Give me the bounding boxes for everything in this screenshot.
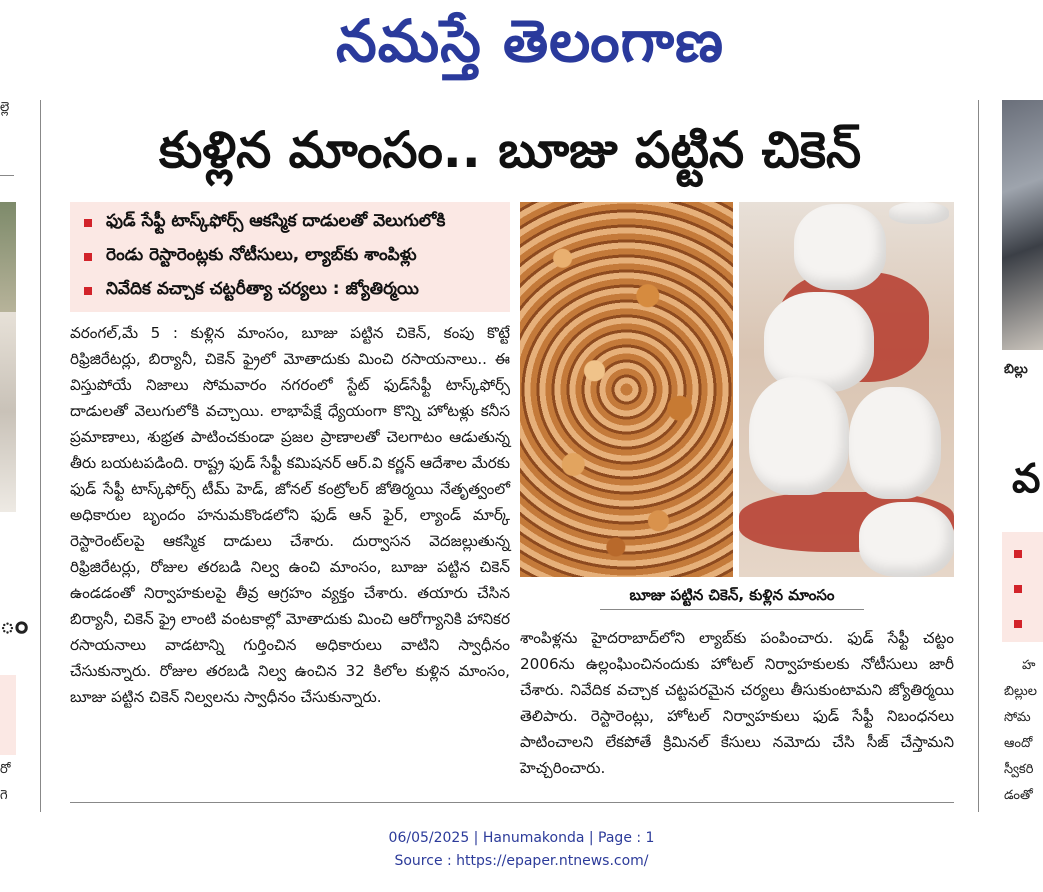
column-divider-left [40, 100, 41, 812]
article-body-right-column: శాంపిళ్లను హైదరాబాద్‌లోని ల్యాబ్‌కు పంపించారు. ఫుడ్ సేఫ్టీ చట్టం 2006ను ఉల్లంఘించినందుకు హోటల్ నిర్వాహకులకు నోటీసులు జారీ చేశారు. నివేదిక వచ్చాక చట్టపరమైన చర్యలు తీసుకుంటామని జ్యోతిర్మయి తెలిపారు. రెస్టారెంట్లు, హోటల్ నిర్వాహకులు ఫుడ్ సేఫ్టీ నిబంధనలు పాటించాలని లేకపోతే క్రిమినల్ కేసులు నమోదు చేసి సీజ్ చేస్తామని హెచ్చరించారు. [520, 629, 954, 777]
footer-date-edition: 06/05/2025 | Hanumakonda | Page : 1 [388, 830, 655, 846]
footer-source-link[interactable]: Source : https://epaper.ntnews.com/ [394, 853, 649, 869]
article-bottom-rule [70, 802, 954, 803]
right-fragment-text: హ [1022, 658, 1036, 673]
column-divider-right [978, 100, 979, 812]
right-adjacent-article [1000, 100, 1043, 820]
right-fragment-photo [1002, 100, 1043, 350]
article-body-left-column: వరంగల్,మే 5 : కుళ్లిన మాంసం, బూజు పట్టిన చికెన్, కంపు కొట్టే రిఫ్రిజిరేటర్లు, బిర్యానీ, చికెన్ ఫ్రైలో మోతాదుకు మించి రసాయనాలు.. ఈ విస్తుపోయే నిజాలు సోమవారం నగరంలో స్టేట్ ఫుడ్‌సేఫ్టీ టాస్క్‌ఫోర్స్ దాడులతో వెలుగులోకి వచ్చాయి. లాభాపేక్షే ధ్యేయంగా కొన్ని హోటళ్లు కనీస ప్రమాణాలు, శుభ్రత పాటించకుండా ప్రజల ప్రాణాలతో చెలగాటం ఆడుతున్న తీరు బయటపడింది. రాష్ట్ర ఫుడ్ సేఫ్టీ కమిషనర్ ఆర్.వి కర్ణన్ ఆదేశాల మేరకు ఫుడ్ సేఫ్టీ టాస్క్‌ఫోర్స్ టీమ్ హెడ్, జోనల్ కంట్రోలర్ జోతిర్మయి నేతృత్వంలో అధికారుల బృందం హనుమకొండలోని ఫుడ్ ఆన్ ఫైర్, ల్యాండ్ మార్క్ రెస్టారెంట్‌లపై ఆకస్మిక దాడులు చేశారు. దుర్వాసన వెదజల్లుతున్న రిఫ్రిజిరేటర్లు, రోజుల తరబడి నిల్వ ఉంచి మాంసం, బూజు పట్టిన చికెన్ ఉండడంతో నిర్వాహకులపై తీవ్ర ఆగ్రహం వ్యక్తం చేశారు. తయారు చేసిన బిర్యానీ, చికెన్ ఫ్రై లాంటి వంటకాల్లో మోతాదుకు మించి ఆరోగ్యానికి హానికర రసాయనాలు వాడటాన్ని గుర్తించిన అధికారులు వాటిని స్వాధీనం చేసుకున్నారు. రోజుల తరబడి నిల్వ ఉంచిన 32 కిలోల కుళ్లిన మాంసం, బూజు పట్టిన చికెన్ నిల్వలను స్వాధీనం చేసుకున్నారు. [70, 324, 510, 706]
highlight-text: నివేదిక వచ్చాక చట్టరీత్యా చర్యలు : జ్యోతిర్మయి [106, 279, 419, 299]
right-fragment-text: బిల్లుల [1004, 684, 1037, 699]
red-square-bullet-icon [1014, 550, 1022, 558]
right-fragment-text: ఆందో [1004, 736, 1033, 751]
left-fragment-pink-box [0, 675, 16, 755]
left-fragment-text-3: గె [0, 788, 8, 803]
red-square-bullet-icon [1014, 585, 1022, 593]
highlight-item [78, 240, 502, 274]
highlight-item [78, 274, 502, 308]
right-fragment-pink-box [1002, 532, 1043, 642]
red-square-bullet-icon [84, 287, 92, 295]
left-fragment-text-2: రో [0, 762, 11, 777]
photo-caption: బూజు పట్టిన చికెన్, కుళ్లిన మాంసం [600, 584, 864, 610]
left-fragment-text: ల్లె [0, 100, 10, 115]
photo-meat-bags-freezer [739, 202, 954, 577]
left-fragment-photo [0, 202, 16, 312]
red-square-bullet-icon [84, 219, 92, 227]
highlight-text: ఫుడ్ సేఫ్టీ టాస్క్‌ఫోర్స్ ఆకస్మిక దాడులతో వెలుగులోకి [106, 211, 446, 231]
right-fragment-caption: బిల్లు [1004, 362, 1028, 377]
left-adjacent-article [0, 90, 29, 810]
right-fragment-headline: వ [1012, 456, 1041, 502]
photo-fried-chicken [520, 202, 733, 577]
highlight-item [78, 206, 502, 240]
highlight-text: రెండు రెస్టారెంట్లకు నోటీసులు, ల్యాబ్‌కు శాంపిళ్లు [106, 245, 417, 265]
left-fragment-big: ం [0, 610, 29, 640]
left-fragment-photo-2 [0, 312, 16, 512]
red-square-bullet-icon [1014, 620, 1022, 628]
right-fragment-text: డంతో [1004, 788, 1033, 803]
article-highlights-box [70, 202, 510, 312]
article-headline: కుళ్లిన మాంసం.. బూజు పట్టిన చికెన్ [158, 121, 862, 179]
newspaper-masthead: నమస్తే తెలంగాణ [336, 7, 724, 75]
left-fragment-rule [0, 175, 14, 176]
right-fragment-text: సోమ [1004, 710, 1031, 725]
red-square-bullet-icon [84, 253, 92, 261]
right-fragment-text: స్వీకరి [1004, 762, 1034, 777]
